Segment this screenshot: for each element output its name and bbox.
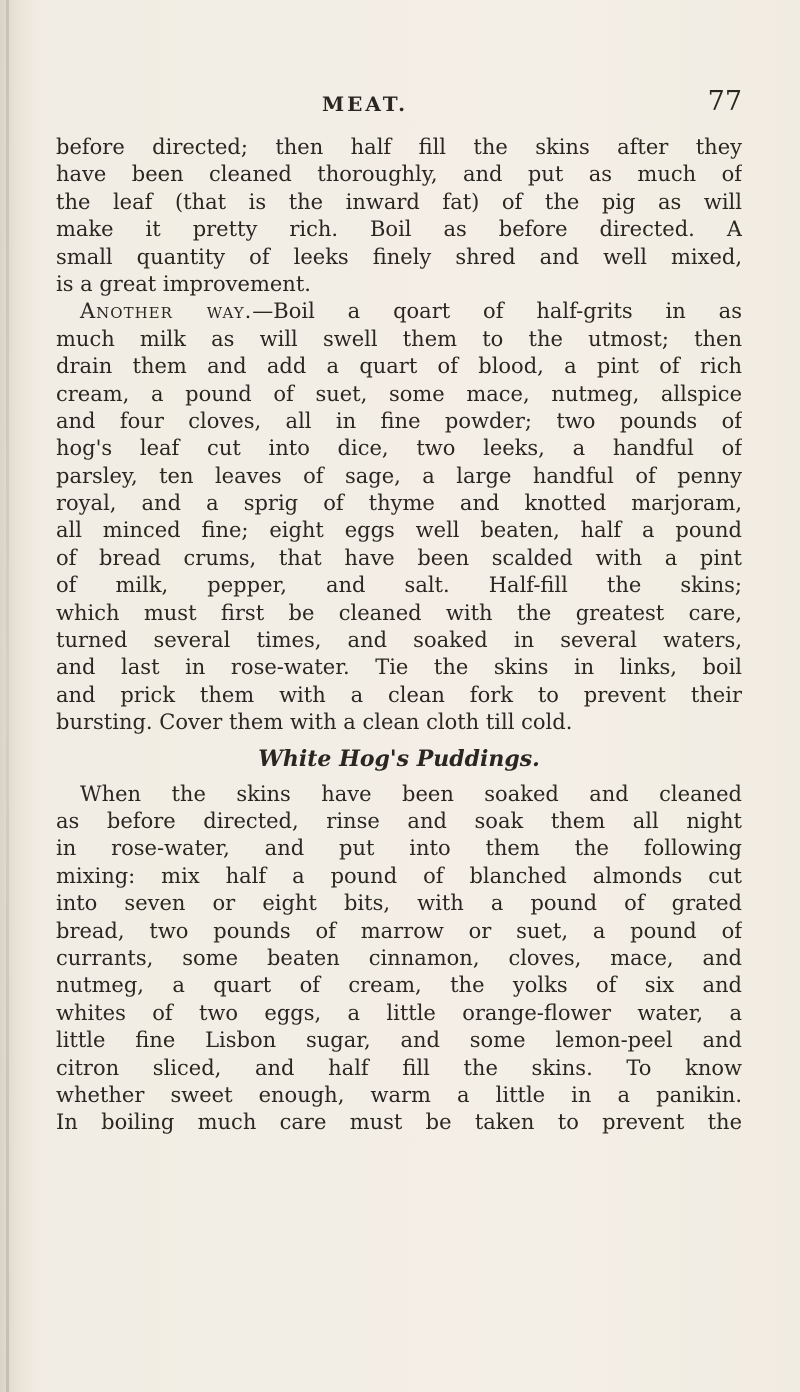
section-lead: Another way.: [80, 299, 253, 324]
text-line: of milk, pepper, and salt. Half-fill the skins;: [56, 573, 742, 598]
text-line: before directed; then half fill the skins after they: [56, 135, 742, 159]
text-line: is a great improvement.: [56, 271, 311, 296]
text-line: whether sweet enough, warm a little in a panikin.: [56, 1082, 742, 1107]
text-line: much milk as will swell them to the utmost; then: [56, 326, 742, 351]
text-line: When the skins have been soaked and cleaned: [80, 781, 742, 806]
text-line: cream, a pound of suet, some mace, nutmeg, allspice: [56, 381, 742, 406]
section-lead-rest: —Boil a qoart of half-grits in as: [252, 299, 742, 324]
text-line: all minced fine; eight eggs well beaten, half a pound: [56, 518, 742, 543]
text-line: into seven or eight bits, with a pound of grated: [56, 891, 742, 916]
text-line: royal, and a sprig of thyme and knotted marjoram,: [56, 491, 742, 516]
text-line: currants, some beaten cinnamon, cloves, mace, and: [56, 945, 742, 970]
page-header: [52, 86, 742, 122]
text-line: turned several times, and soaked in several waters,: [56, 628, 742, 653]
text-line: little fine Lisbon sugar, and some lemon-peel and: [56, 1028, 742, 1053]
text-line: small quantity of leeks finely shred and well mixed,: [56, 244, 742, 269]
recipe-heading: White Hog's Puddings.: [258, 745, 540, 772]
text-line: nutmeg, a quart of cream, the yolks of six and: [56, 973, 742, 998]
text-line: bursting. Cover them with a clean cloth till cold.: [56, 710, 573, 735]
text-line: drain them and add a quart of blood, a pint of rich: [56, 354, 742, 379]
text-line: the leaf (that is the inward fat) of the pig as will: [56, 189, 742, 214]
text-line: hog's leaf cut into dice, two leeks, a handful of: [56, 436, 742, 461]
text-line: whites of two eggs, a little orange-flower water, a: [56, 1000, 742, 1025]
text-line: as before directed, rinse and soak them all night: [56, 808, 742, 833]
text-line: have been cleaned thoroughly, and put as much of: [56, 162, 742, 187]
text-line: which must first be cleaned with the greatest care,: [56, 600, 742, 625]
page-number: 77: [707, 86, 742, 117]
text-line: In boiling much care must be taken to prevent the: [56, 1110, 742, 1135]
text-line: and prick them with a clean fork to prevent their: [56, 682, 742, 707]
text-line: and last in rose-water. Tie the skins in links, boil: [56, 655, 742, 680]
binding-gutter: [6, 0, 9, 1392]
text-line: and four cloves, all in fine powder; two pounds of: [56, 408, 742, 433]
text-line: make it pretty rich. Boil as before directed. A: [56, 217, 742, 242]
paragraph-start: [56, 298, 742, 325]
running-head: MEAT.: [322, 92, 409, 116]
text-line: of bread crums, that have been scalded with a pint: [56, 545, 742, 570]
text-line: bread, two pounds of marrow or suet, a pound of: [56, 918, 742, 943]
text-line: citron sliced, and half fill the skins. To know: [56, 1055, 742, 1080]
body-text: [56, 134, 742, 1137]
text-line: parsley, ten leaves of sage, a large handful of penny: [56, 463, 742, 488]
text-line: mixing: mix half a pound of blanched almonds cut: [56, 863, 742, 888]
text-line: in rose-water, and put into them the following: [56, 836, 742, 861]
